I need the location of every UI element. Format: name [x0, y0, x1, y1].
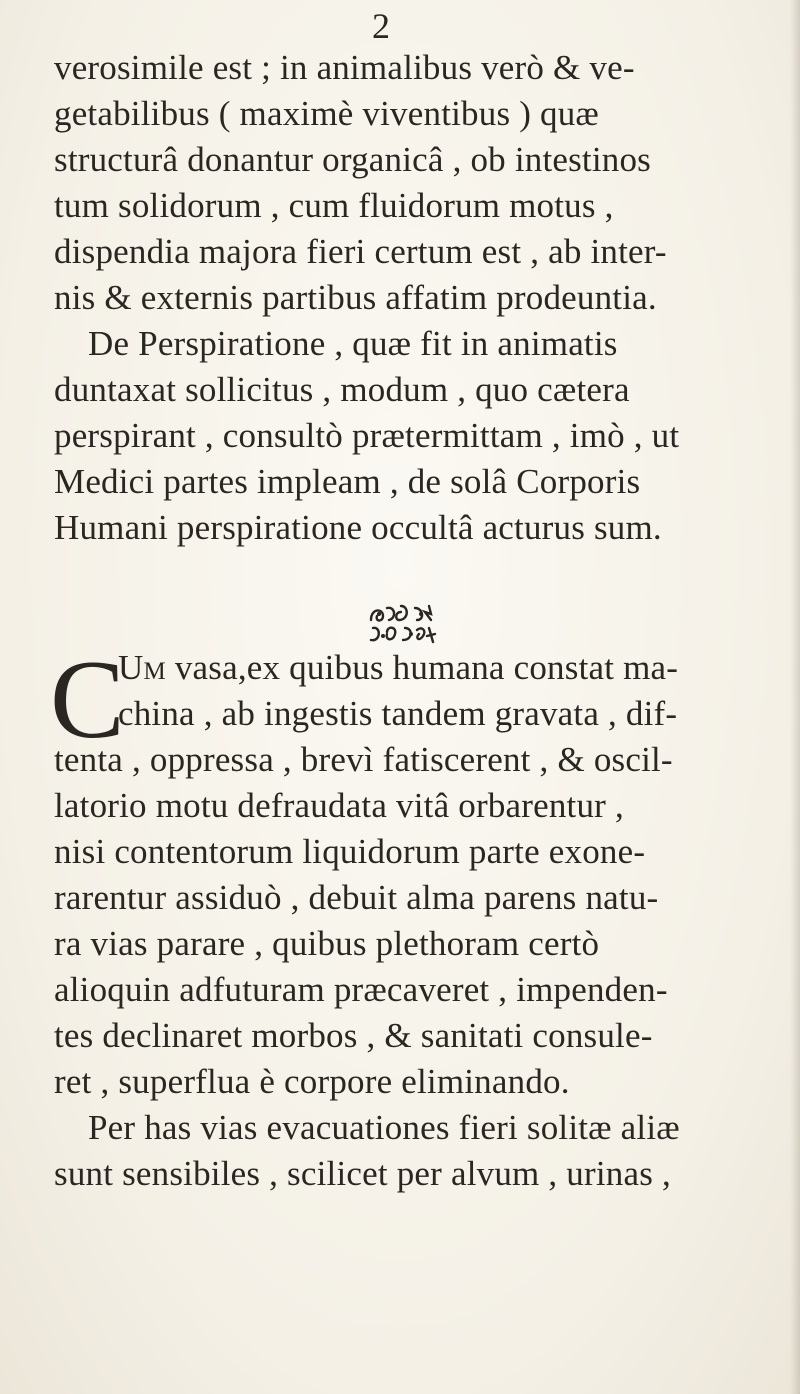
text-line: nisi contentorum liquidorum parte exone-: [54, 832, 646, 871]
text-line: Humani perspiratione occultâ acturus sum.: [54, 508, 662, 547]
text-line: getabilibus ( maximè viventibus ) quæ: [54, 94, 599, 133]
text-line: Medici partes impleam , de solâ Corporis: [54, 462, 641, 501]
page-number: 2: [372, 6, 390, 46]
first-word-rest: Um: [118, 648, 166, 687]
page-edge-shadow: [790, 0, 800, 1394]
text-line: tes declinaret morbos , & sanitati consule-: [54, 1016, 653, 1055]
first-line-text: vasa,ex quibus humana constat ma-: [174, 648, 679, 687]
text-line: duntaxat sollicitus , modum , quo cætera: [54, 370, 630, 409]
text-line: rarentur assiduò , debuit alma parens natu-: [54, 878, 659, 917]
text-line: Per has vias evacuationes fieri solitæ aliæ: [88, 1108, 680, 1147]
drop-cap: C: [50, 638, 125, 762]
text-line: nis & externis partibus affatim prodeuntia.: [54, 278, 657, 317]
text-line: [118, 648, 678, 688]
text-line: tum solidorum , cum fluidorum motus ,: [54, 186, 614, 225]
printers-ornament-icon: [365, 602, 437, 646]
text-line: ra vias parare , quibus plethoram certò: [54, 924, 600, 963]
text-line: De Perspiratione , quæ fit in animatis: [88, 324, 618, 363]
text-line: dispendia majora fieri certum est , ab inter-: [54, 232, 667, 271]
text-line: sunt sensibiles , scilicet per alvum , urinas ,: [54, 1154, 671, 1193]
text-line: ret , superflua è corpore eliminando.: [54, 1062, 570, 1101]
text-line: alioquin adfuturam præcaveret , impenden-: [54, 970, 668, 1009]
text-line: verosimile est ; in animalibus verò & ve-: [54, 48, 635, 87]
text-line: china , ab ingestis tandem gravata , dif-: [118, 694, 678, 733]
text-line: structurâ donantur organicâ , ob intestinos: [54, 140, 651, 179]
text-line: tenta , oppressa , brevì fatiscerent , & oscil-: [54, 740, 673, 779]
text-line: perspirant , consultò prætermittam , imò , ut: [54, 416, 680, 455]
text-line: latorio motu defraudata vitâ orbarentur ,: [54, 786, 624, 825]
